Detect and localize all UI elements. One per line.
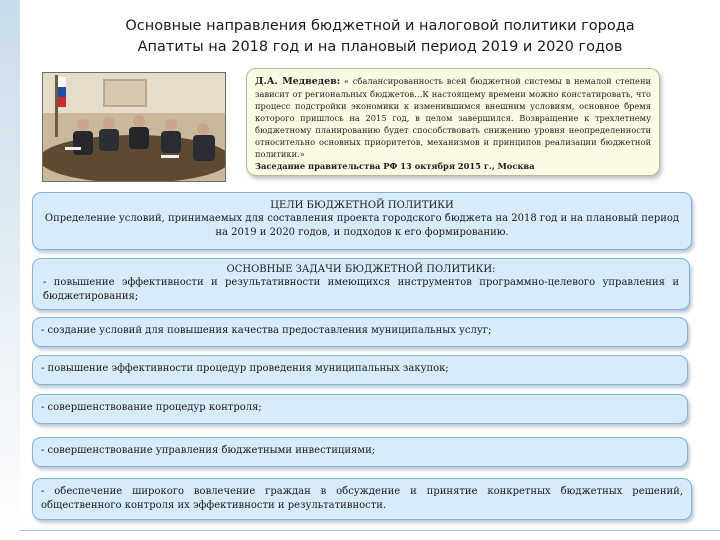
title-line-1: Основные направления бюджетной и налоговой политики города <box>125 18 635 34</box>
goals-text: Определение условий, принимаемых для составления проекта городского бюджета на 2018 год и на плановый период на 2019 и 2020 годов, и подходов к его формированию. <box>44 213 680 238</box>
meeting-photo <box>42 72 226 182</box>
quote-text: « сбалансированность всей бюджетной системы в немалой степени зависит от региональных бюджетов…К настоящему времени можно констатировать, что процесс подстройки экономики к изменившимся внешним условиям, основное бремя которого пришлось на 2015 год, в целом завершился. Возвращение к трехлетнему бюджетному планированию будет способствовать снижению уровня неопределенности относительно основных приоритетов, механизмов и принципов реализации бюджетной политики.» <box>255 76 652 159</box>
task-item: - повышение эффективности и результативности имеющихся инструментов программно-целевого управления и бюджетирования; <box>43 277 679 302</box>
decorative-strip <box>0 0 20 540</box>
task-item: - совершенствование управления бюджетными инвестициями; <box>32 437 688 467</box>
goals-heading: ЦЕЛИ БЮДЖЕТНОЙ ПОЛИТИКИ <box>270 200 454 211</box>
goals-box <box>32 192 692 250</box>
quote-source: Заседание правительства РФ 13 октября 2015 г., Москва <box>255 161 535 171</box>
task-item: - создание условий для повышения качества предоставления муниципальных услуг; <box>32 317 688 347</box>
tasks-box <box>32 258 690 310</box>
quote-author: Д.А. Медведев: <box>255 76 341 87</box>
task-item: - совершенствование процедур контроля; <box>32 394 688 424</box>
task-item: - обеспечение широкого вовлечение граждан в обсуждение и принятие конкретных бюджетных решений, общественного контроля их эффективности и результативности. <box>32 478 692 520</box>
page-title <box>60 16 700 58</box>
task-item: - повышение эффективности процедур проведения муниципальных закупок; <box>32 355 688 385</box>
quote-box <box>246 68 660 176</box>
meeting-photo-illustration <box>43 73 225 181</box>
tasks-heading: ОСНОВНЫЕ ЗАДАЧИ БЮДЖЕТНОЙ ПОЛИТИКИ: <box>226 264 496 275</box>
title-line-2: Апатиты на 2018 год и на плановый период 2019 и 2020 годов <box>137 39 623 55</box>
divider <box>20 530 720 531</box>
